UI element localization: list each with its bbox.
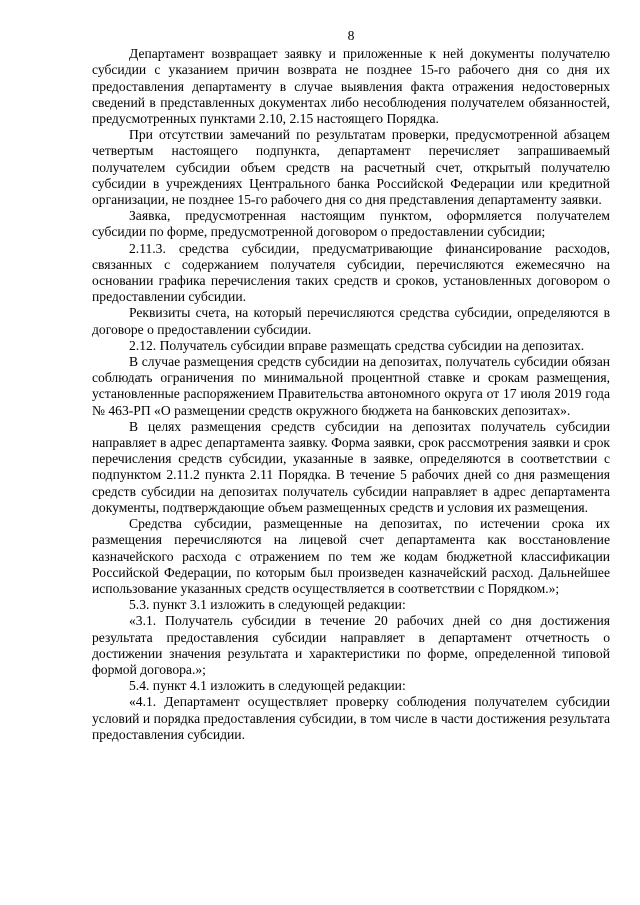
paragraph: Департамент возвращает заявку и приложенные к ней документы получателю субсидии с указанием причин возврата не позднее 15-го рабочего дня со дня их предоставления департаменту в случае выявления факта отражения недостоверных сведений в представленных документах либо несоблюдения получателем обязанностей, предусмотренных пунктами 2.10, 2.15 настоящего Порядка.: [92, 46, 610, 127]
page-number: 8: [347, 28, 355, 43]
document-page: [92, 28, 610, 743]
paragraph: 2.12. Получатель субсидии вправе размещать средства субсидии на депозитах.: [129, 337, 585, 353]
paragraph: 2.11.3. средства субсидии, предусматривающие финансирование расходов, связанных с содержанием получателя субсидии, перечисляются ежемесячно на основании графика перечисления таких средств и сроков, установленных договором о предоставлении субсидии.: [92, 240, 610, 305]
paragraph: В целях размещения средств субсидии на депозитах получатель субсидии направляет в адрес департамента заявку. Форма заявки, срок рассмотрения заявки и срок перечисления средств субсидии, указанные в заявке, определяются в соответствии с подпунктом 2.11.2 пункта 2.11 Порядка. В течение 5 рабочих дней со дня размещения средств субсидии на депозитах получатель субсидии направляет в адрес департамента документы, подтверждающие объем размещенных средств и условия их размещения.: [92, 418, 610, 515]
paragraph: Заявка, предусмотренная настоящим пунктом, оформляется получателем субсидии по форме, предусмотренной договором о предоставлении субсидии;: [92, 208, 610, 240]
paragraph: «4.1. Департамент осуществляет проверку соблюдения получателем субсидии условий и порядка предоставления субсидии, в том числе в части достижения результата предоставления субсидии.: [92, 694, 610, 742]
paragraph: «3.1. Получатель субсидии в течение 20 рабочих дней со дня достижения результата предоставления субсидии направляет в департамент отчетность о достижении значения результата и характеристики по форме, определенной типовой формой договора.»;: [92, 613, 610, 677]
paragraph: В случае размещения средств субсидии на депозитах, получатель субсидии обязан соблюдать ограничения по минимальной процентной ставке и срокам размещения, установленные распоряжением Правительства автономного округа от 17 июля 2019 года № 463-РП «О размещении средств окружного бюджета на банковских депозитах».: [92, 354, 610, 418]
paragraph: Реквизиты счета, на который перечисляются средства субсидии, определяются в договоре о предоставлении субсидии.: [92, 305, 610, 337]
paragraph: 5.4. пункт 4.1 изложить в следующей редакции:: [129, 678, 406, 694]
paragraph: 5.3. пункт 3.1 изложить в следующей редакции:: [129, 597, 406, 613]
paragraph: Средства субсидии, размещенные на депозитах, по истечении срока их размещения перечисляются на лицевой счет департамента как восстановление казначейского расхода с отражением по тем же кодам бюджетной классификации Российской Федерации, по которым был произведен казначейский расход. Дальнейшее использование указанных средств осуществляется в соответствии с Порядком.»;: [92, 516, 610, 596]
paragraph: При отсутствии замечаний по результатам проверки, предусмотренной абзацем четвертым настоящего подпункта, департамент перечисляет запрашиваемый получателем субсидии объем средств на расчетный счет, открытый получателю субсидии в учреждениях Центрального банка Российской Федерации или кредитной организации, не позднее 15-го рабочего дня со дня представления департаменту заявки.: [92, 127, 610, 208]
